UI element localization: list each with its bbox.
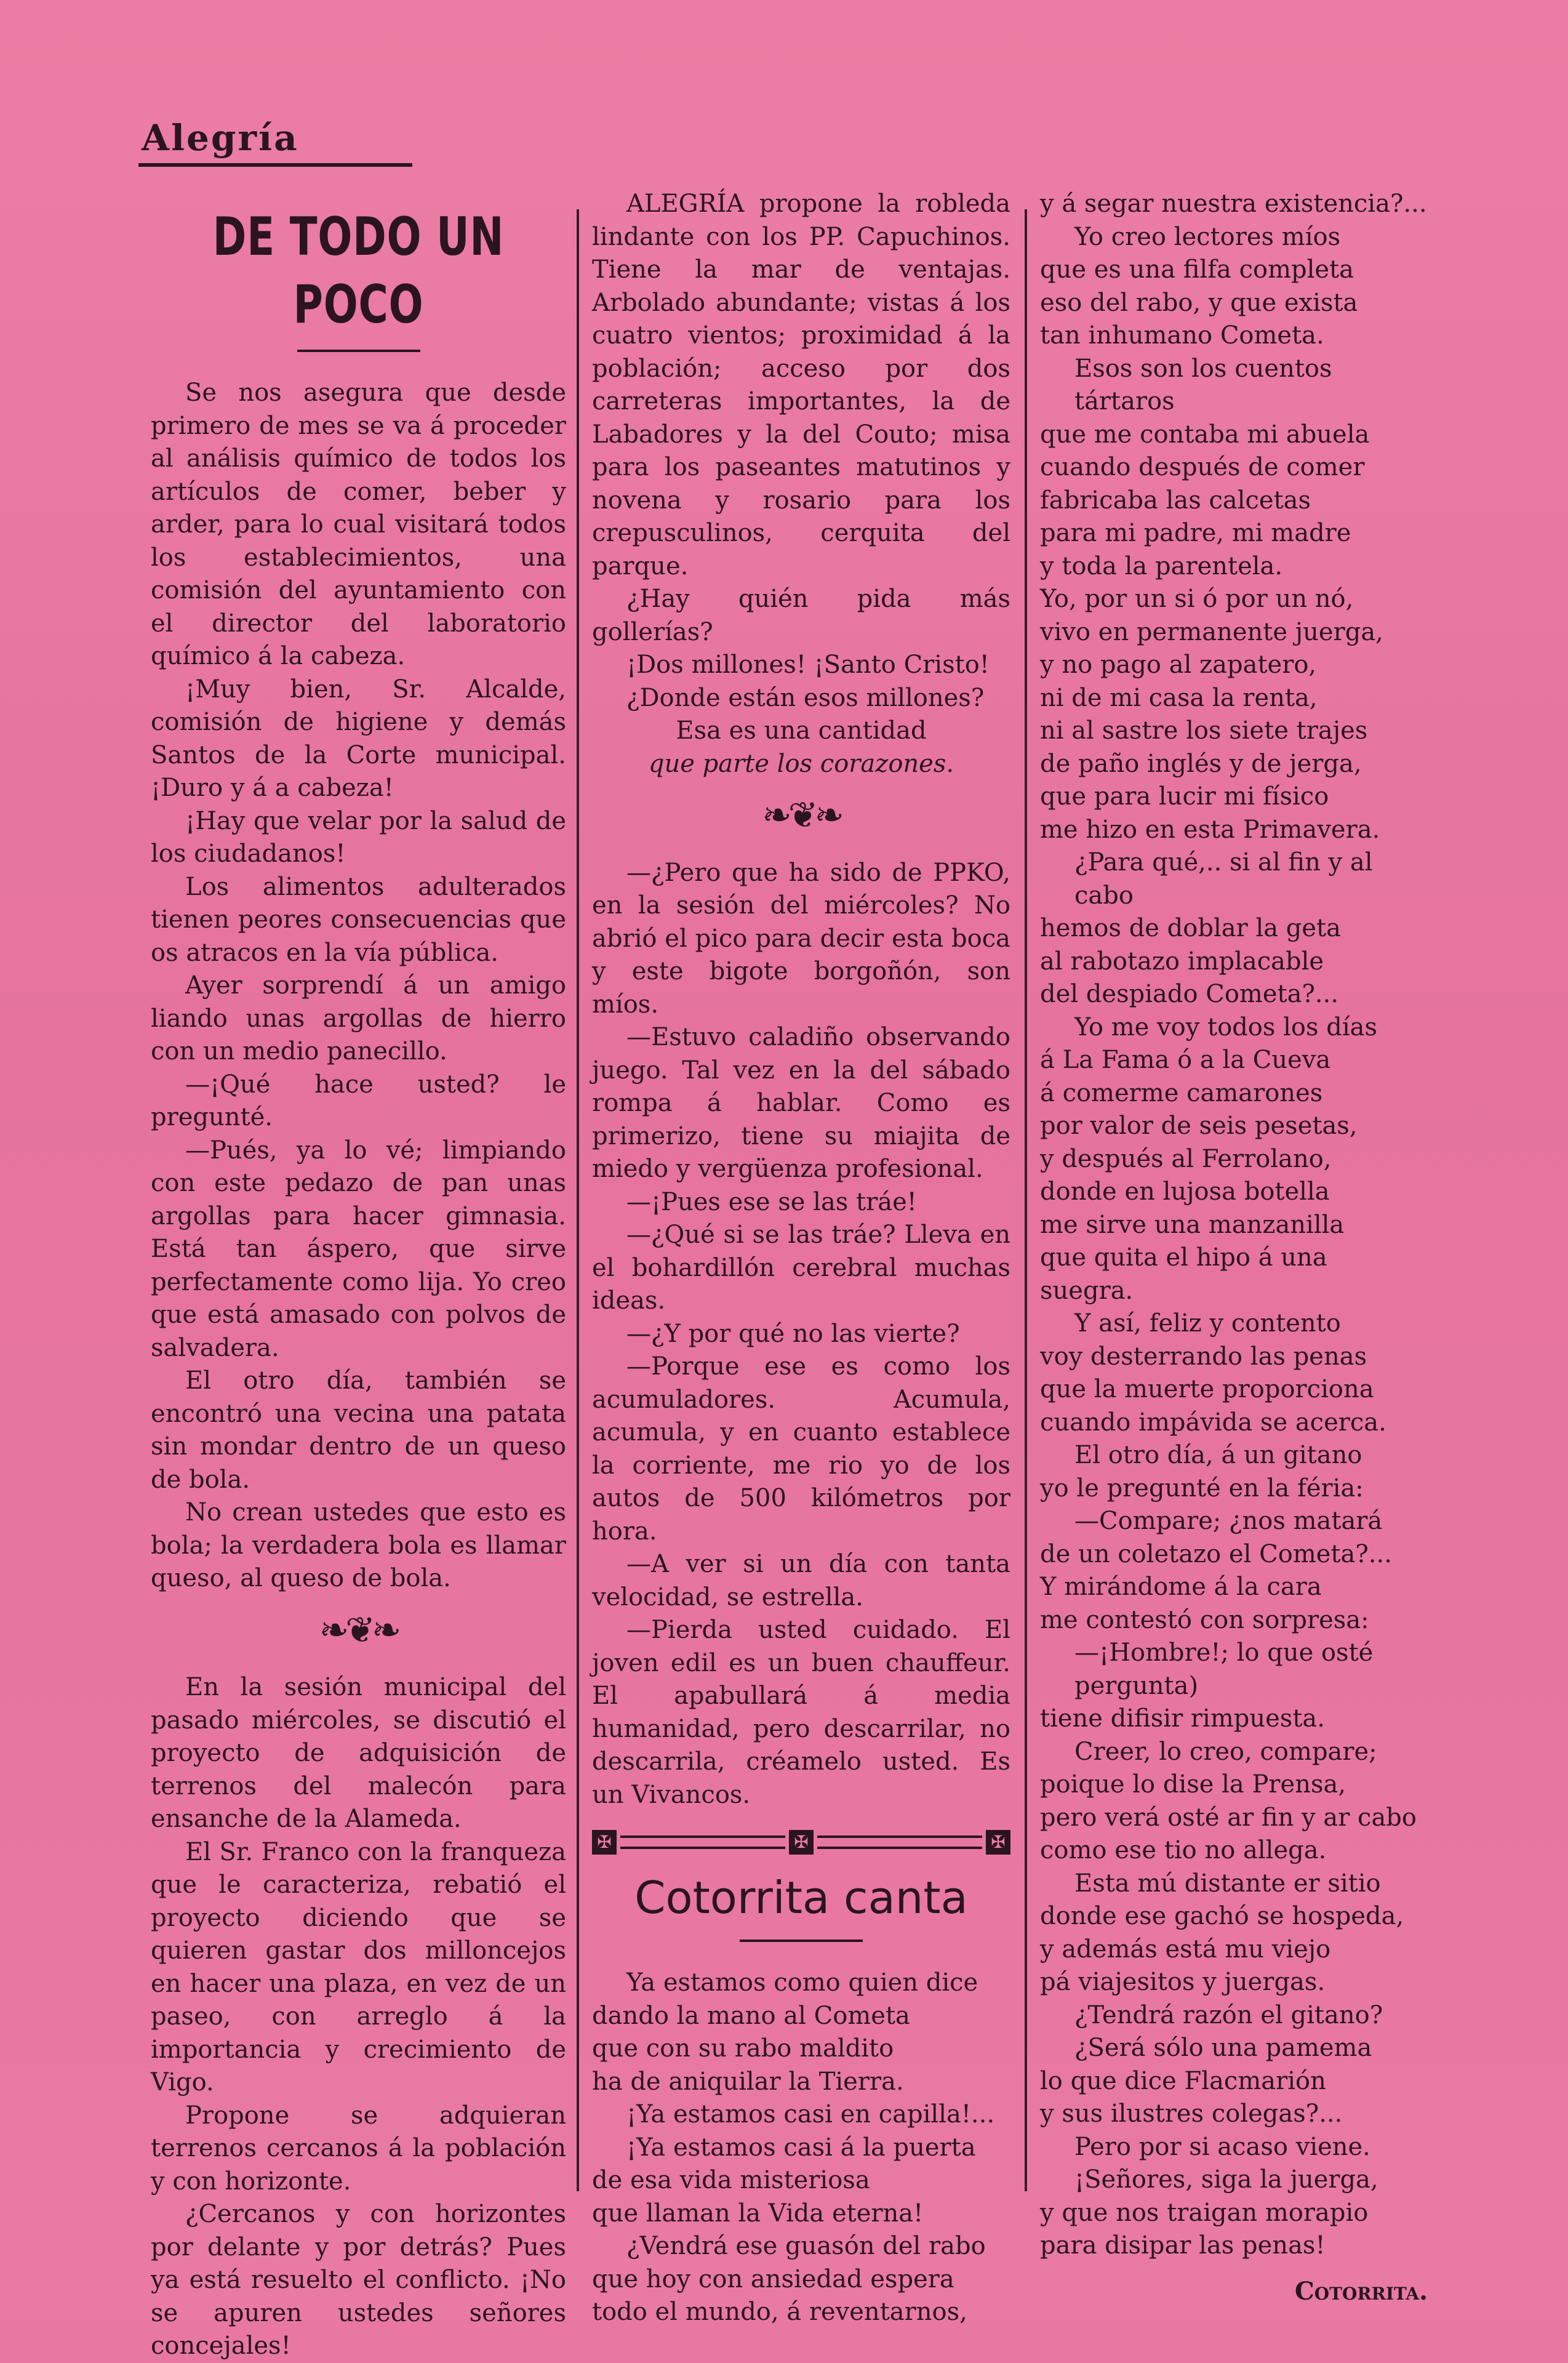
- paragraph: que para lucir mi físico: [1040, 782, 1329, 811]
- paragraph: ALEGRÍA propone la robleda lindante con los PP. Capuchinos. Tiene la mar de ventajas. Arbolado abundante; vistas á los cuatro vientos; proximidad á la población; acceso por dos carreteras importantes, la de Labadores y la del Couto; misa para los paseantes matutinos y novena y rosario para los crepusculinos, cerquita del parque.: [592, 190, 1010, 580]
- paragraph: como ese tio no allega.: [1040, 1836, 1327, 1864]
- masthead: Alegría: [142, 117, 299, 159]
- paragraph: Propone se adquieran terrenos cercanos á la población y con horizonte.: [151, 2101, 566, 2196]
- paragraph: ¡Dos millones! ¡Santo Cristo!: [626, 651, 990, 679]
- paragraph: —¡Qué hace usted? le pregunté.: [151, 1070, 566, 1131]
- paragraph: Se nos asegura que desde primero de mes se va á proceder al análisis químico de todos los artículos de comer, beber y arder, para lo cual visitará todos los establecimientos, una comisión del ayuntamiento con el director del laboratorio químico á la cabeza.: [151, 379, 566, 670]
- paragraph: á comerme camarones: [1040, 1078, 1323, 1107]
- paragraph: —Compare; ¿nos matará: [1074, 1507, 1383, 1535]
- paragraph: y toda la parentela.: [1040, 552, 1283, 580]
- paragraph: —¿Pero que ha sido de PPKO, en la sesión del miércoles? No abrió el pico para decir esta boca y este bigote borgoñón, son míos.: [592, 858, 1010, 1019]
- paragraph: El otro día, también se encontró una vecina una patata sin mondar dentro de un queso de bola.: [151, 1366, 566, 1494]
- paragraph: de paño inglés y de jerga,: [1040, 749, 1362, 778]
- poem: [1040, 188, 1428, 2263]
- title-rule: [297, 350, 420, 352]
- paragraph: ni al sastre los siete trajes: [1040, 716, 1368, 745]
- paragraph: pá viajesitos y juergas.: [1040, 1968, 1326, 1996]
- paragraph: ¿Donde están esos millones?: [626, 683, 985, 712]
- paragraph: En la sesión municipal del pasado miércoles, se discutió el proyecto de adquisición de terrenos del malecón para ensanche de la Alameda.: [151, 1673, 566, 1833]
- paragraph: Pero por si acaso viene.: [1074, 2132, 1370, 2161]
- paragraph: ¿Cercanos y con horizontes por delante y por detrás? Pues ya está resuelto el conflicto. ¡No se apuren ustedes señores concejales!: [151, 2200, 566, 2360]
- article-body: [592, 188, 1010, 715]
- paragraph: Yo me voy todos los días: [1074, 1013, 1378, 1041]
- paragraph: y que nos traigan morapio: [1040, 2198, 1369, 2227]
- paragraph: que con su rabo maldito: [592, 2034, 894, 2063]
- paragraph: Ya estamos como quien dice: [626, 1968, 978, 1997]
- article-body-2: [151, 1671, 566, 2363]
- paragraph: ¡Ya estamos casi á la puerta: [626, 2133, 976, 2162]
- paragraph: todo el mundo, á reventarnos,: [592, 2298, 967, 2326]
- paragraph: ¿Tendrá razón el gitano?: [1074, 2000, 1383, 2029]
- paragraph: fabricaba las calcetas: [1040, 486, 1311, 515]
- poem: [592, 1967, 1010, 2329]
- paragraph: ¡Hay que velar por la salud de los ciudadanos!: [151, 806, 566, 868]
- column-2: [592, 188, 1010, 2329]
- decorative-band: [592, 1830, 1010, 1855]
- paragraph: para disipar las penas!: [1040, 2231, 1326, 2260]
- paragraph: —Estuvo caladiño observando juego. Tal vez en la del sábado rompa á hablar. Como es primerizo, tiene su miajita de miedo y vergüenza profesional.: [592, 1023, 1010, 1183]
- paragraph: Yo, por un si ó por un nó,: [1040, 585, 1354, 613]
- article-body: [151, 377, 566, 1595]
- paragraph: que llaman la Vida eterna!: [592, 2199, 924, 2228]
- paragraph: hemos de doblar la geta: [1040, 914, 1342, 942]
- verse-line: que parte los corazones.: [648, 749, 954, 778]
- paragraph: me contestó con sorpresa:: [1040, 1605, 1369, 1634]
- paragraph: —¿Y por qué no las vierte?: [626, 1319, 960, 1348]
- paragraph: El Sr. Franco con la franqueza que le caracteriza, rebatió el proyecto diciendo que se quieren gastar dos milloncejos en hacer una plaza, en vez de un paseo, con arreglo á la importancia y crecimiento de Vigo.: [151, 1837, 566, 2096]
- paragraph: lo que dice Flacmarión: [1040, 2066, 1326, 2095]
- paragraph: del despiado Cometa?...: [1040, 980, 1339, 1008]
- paragraph: Los alimentos adulterados tienen peores consecuencias que os atracos en la vía pública.: [151, 872, 566, 967]
- paragraph: y después al Ferrolano,: [1040, 1144, 1332, 1173]
- paragraph: me sirve una manzanilla: [1040, 1210, 1345, 1239]
- paragraph: El otro día, á un gitano: [1074, 1441, 1362, 1469]
- paragraph: de esa vida misteriosa: [592, 2166, 870, 2194]
- paragraph: Creer, lo creo, compare;: [1074, 1737, 1377, 1766]
- paragraph: donde en lujosa botella: [1040, 1177, 1330, 1206]
- paragraph: cuando después de comer: [1040, 453, 1365, 481]
- paragraph: —¿Qué si se las tráe? Lleva en el bohardillón cerebral muchas ideas.: [592, 1221, 1010, 1315]
- column-1: [151, 203, 566, 2363]
- paragraph: voy desterrando las penas: [1040, 1342, 1367, 1371]
- paragraph: que quita el hipo á una suegra.: [1040, 1243, 1327, 1305]
- paragraph: que es una filfa completa: [1040, 255, 1354, 284]
- column-separator: [1025, 209, 1027, 2191]
- paragraph: me hizo en esta Primavera.: [1040, 815, 1380, 844]
- paragraph: para mi padre, mi madre: [1040, 519, 1351, 547]
- column-separator: [577, 209, 579, 2191]
- paragraph: ¡Señores, siga la juerga,: [1074, 2165, 1378, 2194]
- paragraph: cuando impávida se acerca.: [1040, 1408, 1386, 1437]
- paragraph: ¡Ya estamos casi en capilla!...: [626, 2100, 995, 2128]
- paragraph: ¡Muy bien, Sr. Alcalde, comisión de higiene y demás Santos de la Corte municipal. ¡Duro y á a cabeza!: [151, 675, 566, 802]
- paragraph: —Pués, ya lo vé; limpiando con este pedazo de pan unas argollas para hacer gimnasia. Está tan áspero, que sirve perfectamente como lija. Yo creo que está amasado con polvos de salvadera.: [151, 1136, 566, 1362]
- paragraph: y á segar nuestra existencia?...: [1040, 190, 1427, 218]
- dialog-body: [592, 857, 1010, 1812]
- paragraph: —Pierda usted cuidado. El joven edil es un buen chauffeur. El apabullará á media humanidad, pero descarrilar, no descarrila, créamelo usted. Es un Vivancos.: [592, 1616, 1010, 1809]
- paragraph: y además está mu viejo: [1040, 1935, 1331, 1964]
- paragraph: ¿Será sólo una pamema: [1074, 2034, 1372, 2062]
- paragraph: Esta mú distante er sitio: [1074, 1869, 1381, 1898]
- paragraph: al rabotazo implacable: [1040, 947, 1324, 976]
- paragraph: y no pago al zapatero,: [1040, 651, 1317, 679]
- paragraph: Esos son los cuentos tártaros: [1074, 354, 1332, 415]
- paragraph: que me contaba mi abuela: [1040, 420, 1370, 449]
- paragraph: por valor de seis pesetas,: [1040, 1112, 1358, 1140]
- paragraph: ha de aniquilar la Tierra.: [592, 2067, 904, 2096]
- paragraph: que hoy con ansiedad espera: [592, 2265, 954, 2293]
- paragraph: pero verá osté ar fin y ar cabo: [1040, 1803, 1417, 1832]
- section-title: Cotorrita canta: [634, 1872, 968, 1924]
- paragraph: poique lo dise la Prensa,: [1040, 1770, 1346, 1799]
- article-title: DE TODO UN POCO: [212, 206, 505, 335]
- paragraph: á La Fama ó a la Cueva: [1040, 1046, 1331, 1074]
- cross-icon: ✠: [789, 1830, 814, 1855]
- paragraph: yo le pregunté en la féria:: [1040, 1474, 1364, 1502]
- paragraph: —¡Hombre!; lo que osté pergunta): [1074, 1639, 1374, 1700]
- ornament: ❧❦❧: [319, 1608, 398, 1651]
- paragraph: Y así, feliz y contento: [1074, 1309, 1341, 1338]
- paragraph: —A ver si un día con tanta velocidad, se estrella.: [592, 1550, 1010, 1611]
- paragraph: vivo en permanente juerga,: [1040, 617, 1383, 646]
- paragraph: ¿Hay quién pida más gollerías?: [592, 585, 1010, 646]
- ornament: ❧❦❧: [762, 794, 841, 836]
- paragraph: Ayer sorprendí á un amigo liando unas argollas de hierro con un medio panecillo.: [151, 971, 566, 1065]
- paragraph: dando la mano al Cometa: [592, 2001, 910, 2030]
- paragraph: ni de mi casa la renta,: [1040, 683, 1318, 712]
- column-3: [1040, 188, 1428, 2308]
- paragraph: tiene difisir rimpuesta.: [1040, 1704, 1325, 1733]
- cross-icon: ✠: [986, 1830, 1010, 1855]
- paragraph: y sus ilustres colegas?...: [1040, 2100, 1343, 2128]
- paragraph: —Porque ese es como los acumuladores. Acumula, acumula, y en cuanto establece la corriente, me rio yo de los autos de 500 kilómetros por hora.: [592, 1352, 1010, 1546]
- paragraph: Yo creo lectores míos: [1074, 222, 1341, 251]
- paragraph: —¡Pues ese se las tráe!: [626, 1187, 917, 1216]
- signature: Cotorrita.: [1294, 2276, 1428, 2306]
- verse-line: Esa es una cantidad: [676, 716, 927, 745]
- paragraph: ¿Vendrá ese guasón del rabo: [626, 2232, 986, 2260]
- paragraph: ¿Para qué,.. si al fin y al cabo: [1074, 848, 1373, 910]
- paragraph: tan inhumano Cometa.: [1040, 321, 1324, 350]
- paragraph: que la muerte proporciona: [1040, 1375, 1374, 1403]
- paragraph: No crean ustedes que esto es bola; la verdadera bola es llamar queso, al queso de bola.: [151, 1498, 566, 1592]
- title-rule: [740, 1940, 863, 1942]
- cross-icon: ✠: [592, 1830, 617, 1855]
- paragraph: donde ese gachó se hospeda,: [1040, 1902, 1404, 1930]
- paragraph: de un coletazo el Cometa?...: [1040, 1539, 1392, 1568]
- paragraph: eso del rabo, y que exista: [1040, 288, 1358, 317]
- masthead-rule: [138, 163, 412, 167]
- paragraph: Y mirándome á la cara: [1040, 1573, 1322, 1601]
